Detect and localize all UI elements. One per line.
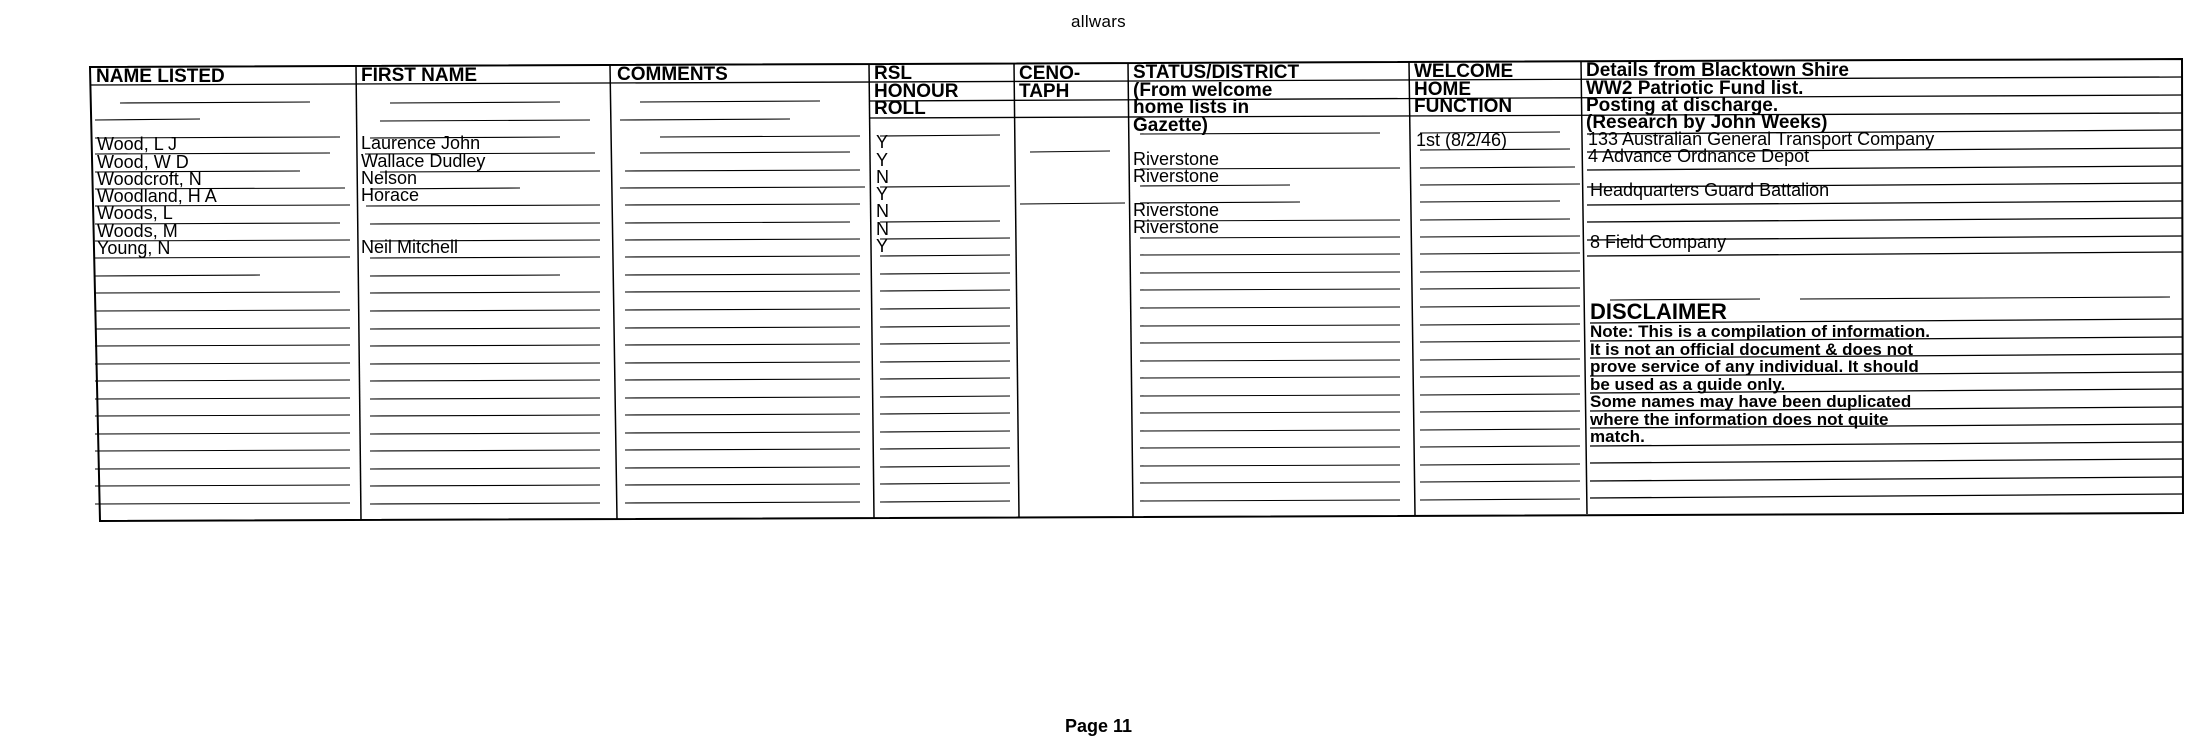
disclaimer-line: Some names may have been duplicated (1590, 392, 1912, 411)
disclaimer-line: match. (1590, 427, 1645, 446)
cell-rsl: Y (876, 184, 889, 204)
cell-first-name: Wallace Dudley (361, 151, 486, 171)
header-name-listed: NAME LISTED (96, 66, 225, 87)
page-number: Page 11 (1064, 716, 1133, 736)
header-status-3: home lists in (1133, 97, 1250, 118)
header-details-3: Posting at discharge. (1586, 95, 1779, 116)
cell-name: Woodcroft, N (97, 169, 202, 189)
header-status-1: STATUS/DISTRICT (1133, 62, 1300, 83)
cell-name: Woods, L (97, 203, 173, 223)
cell-status: Riverstone (1133, 149, 1220, 169)
header-cenotaph-2: TAPH (1019, 81, 1070, 102)
cell-welcome: 1st (8/2/46) (1416, 130, 1508, 150)
cell-name: Wood, L J (97, 134, 178, 154)
header-first-name: FIRST NAME (361, 65, 478, 86)
disclaimer (1589, 299, 1930, 446)
cell-first-name: Laurence John (361, 133, 481, 153)
disclaimer-line: prove service of any individual. It should (1590, 357, 1919, 376)
cell-first-name: Neil Mitchell (361, 237, 459, 257)
disclaimer-line: be used as a guide only. (1590, 375, 1786, 394)
header-welcome-3: FUNCTION (1414, 96, 1513, 117)
cell-rsl: N (876, 201, 889, 221)
cell-rsl: Y (876, 150, 889, 170)
cell-name: Young, N (97, 238, 171, 258)
cell-name: Wood, W D (97, 152, 189, 172)
header-details-4: (Research by John Weeks) (1586, 112, 1828, 133)
cell-rsl: N (876, 219, 889, 239)
cell-details: Headquarters Guard Battalion (1590, 180, 1830, 200)
header-status-4: Gazette) (1133, 115, 1208, 136)
header-details-1: Details from Blacktown Shire (1586, 60, 1849, 81)
header-rsl-1: RSL (874, 63, 912, 84)
header-cenotaph-1: CENO- (1019, 63, 1081, 84)
disclaimer-line: where the information does not quite (1590, 410, 1889, 429)
table-row (97, 146, 1809, 172)
disclaimer-line: It is not an official document & does not (1590, 340, 1914, 359)
header-status-2: (From welcome (1133, 80, 1273, 101)
cell-status: Riverstone (1133, 166, 1220, 186)
table-header (96, 60, 1849, 136)
cell-details: 8 Field Company (1590, 232, 1727, 252)
cell-status: Riverstone (1133, 217, 1220, 237)
cell-details: 133 Australian General Transport Company (1588, 129, 1935, 149)
disclaimer-line: Note: This is a compilation of information. (1590, 322, 1931, 341)
cell-rsl: Y (876, 132, 889, 152)
cell-name: Woodland, H A (97, 186, 217, 206)
cell-rsl: N (876, 167, 889, 187)
header-rsl-3: ROLL (874, 98, 926, 119)
cell-first-name: Nelson (361, 168, 418, 188)
header-comments: COMMENTS (617, 64, 728, 85)
header-details-2: WW2 Patriotic Fund list. (1586, 78, 1804, 99)
table-row (97, 166, 1219, 189)
header-welcome-1: WELCOME (1414, 61, 1514, 82)
cell-status: Riverstone (1133, 200, 1220, 220)
cell-details: 4 Advance Ordnance Depot (1588, 146, 1810, 166)
disclaimer-title: DISCLAIMER (1590, 299, 1727, 324)
header-rsl-2: HONOUR (874, 81, 959, 102)
cell-first-name: Horace (361, 185, 420, 205)
header-welcome-2: HOME (1414, 79, 1471, 100)
cell-name: Woods, M (97, 221, 178, 241)
page-title: allwars (1070, 12, 1126, 31)
table-row (97, 217, 1219, 241)
cell-rsl: Y (876, 236, 889, 256)
